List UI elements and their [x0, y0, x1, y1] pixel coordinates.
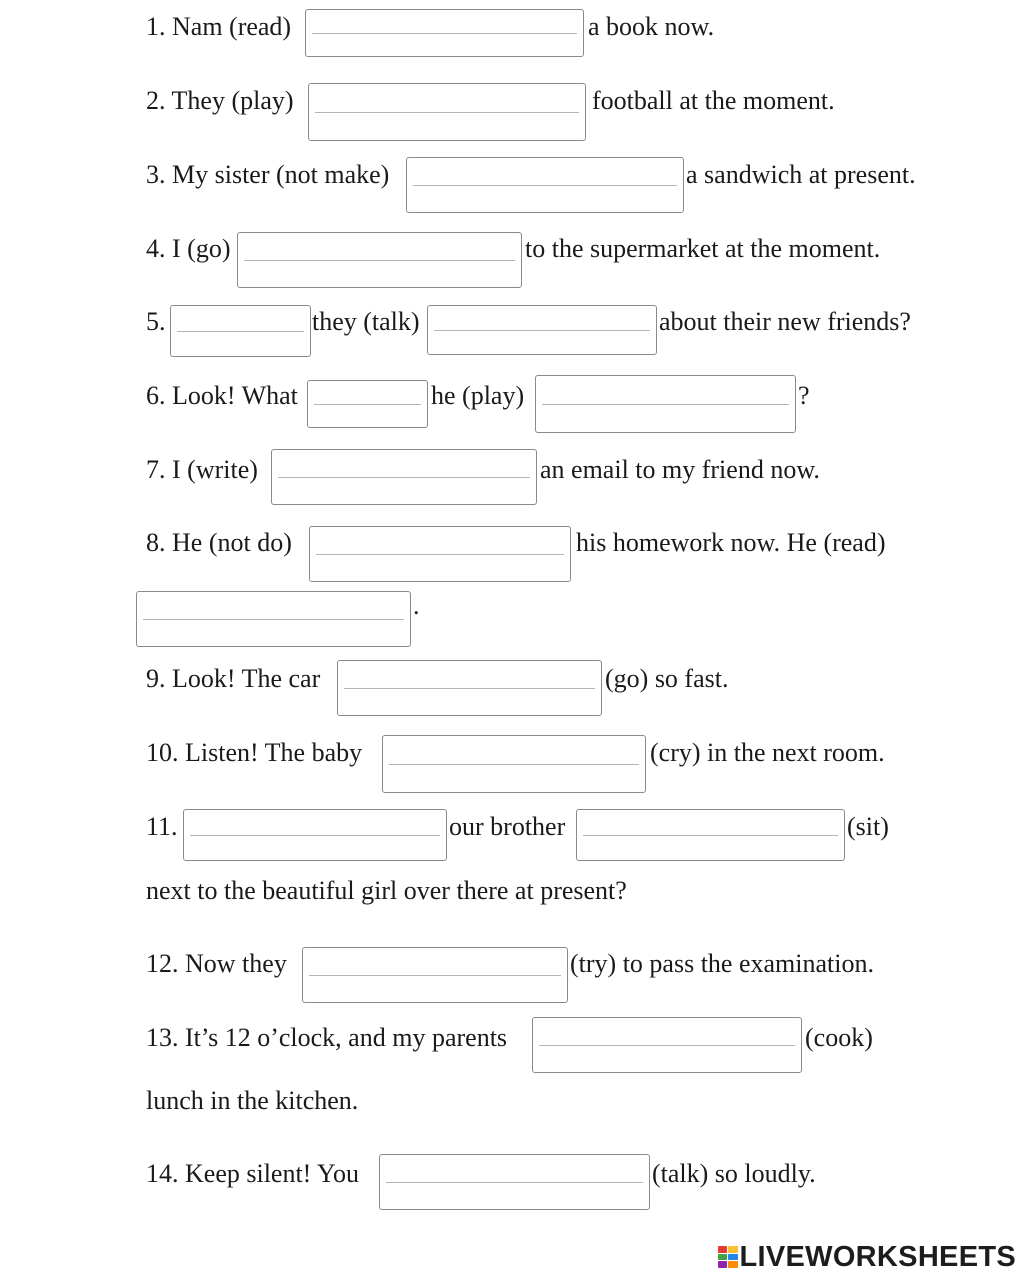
question-8-line-2 [0, 591, 1024, 651]
answer-box-13[interactable] [532, 1017, 802, 1073]
question-8-end: . [413, 591, 420, 620]
answer-box-12[interactable] [302, 947, 568, 1003]
question-9 [0, 664, 1024, 724]
question-11-end: (sit) [847, 812, 889, 841]
question-1-prompt: 1. Nam (read) [146, 12, 292, 41]
question-3-prompt: 3. My sister (not make) [146, 160, 390, 189]
question-4-prompt: 4. I (go) [146, 234, 231, 263]
question-9-continuation: (go) so fast. [605, 664, 729, 693]
question-10-continuation: (cry) in the next room. [650, 738, 885, 767]
question-11-middle: our brother [449, 812, 566, 841]
question-7-prompt: 7. I (write) [146, 455, 258, 484]
question-2 [0, 86, 1024, 146]
answer-box-10[interactable] [382, 735, 646, 793]
question-6 [0, 381, 1024, 441]
question-12-continuation: (try) to pass the examination. [570, 949, 874, 978]
question-4-continuation: to the supermarket at the moment. [525, 234, 881, 263]
answer-box-11a[interactable] [183, 809, 447, 861]
answer-box-2[interactable] [308, 83, 586, 141]
question-3 [0, 160, 1024, 220]
question-14-prompt: 14. Keep silent! You [146, 1159, 360, 1188]
answer-box-8a[interactable] [309, 526, 571, 582]
question-6-middle: he (play) [431, 381, 525, 410]
question-6-prompt: 6. Look! What [146, 381, 298, 410]
answer-box-8b[interactable] [136, 591, 411, 647]
question-5-continuation: about their new friends? [659, 307, 911, 336]
answer-box-14[interactable] [379, 1154, 650, 1210]
question-2-continuation: football at the moment. [592, 86, 835, 115]
answer-box-7[interactable] [271, 449, 537, 505]
liveworksheets-logo [718, 1240, 1017, 1274]
question-8-middle: his homework now. He (read) [576, 528, 886, 557]
question-5-number: 5. [146, 307, 166, 336]
liveworksheets-logo-text: LIVEWORKSHEETS [739, 1240, 1016, 1273]
question-11 [0, 812, 1024, 872]
answer-box-9[interactable] [337, 660, 602, 716]
answer-box-3[interactable] [406, 157, 684, 213]
question-13-line-2 [0, 1086, 1024, 1146]
question-12 [0, 949, 1024, 1009]
question-11-continuation: next to the beautiful girl over there at present? [146, 876, 627, 905]
question-8 [0, 528, 1024, 588]
question-13-end: (cook) [805, 1023, 873, 1052]
question-10-prompt: 10. Listen! The baby [146, 738, 363, 767]
question-13-prompt: 13. It’s 12 o’clock, and my parents [146, 1023, 508, 1052]
answer-box-6a[interactable] [307, 380, 428, 428]
question-5-middle: they (talk) [312, 307, 420, 336]
question-8-prompt: 8. He (not do) [146, 528, 292, 557]
question-9-prompt: 9. Look! The car [146, 664, 321, 693]
question-12-prompt: 12. Now they [146, 949, 287, 978]
answer-box-5b[interactable] [427, 305, 657, 355]
answer-box-5a[interactable] [170, 305, 311, 357]
question-4 [0, 234, 1024, 294]
question-1-continuation: a book now. [588, 12, 715, 41]
question-3-continuation: a sandwich at present. [686, 160, 916, 189]
question-14 [0, 1159, 1024, 1219]
question-7-continuation: an email to my friend now. [540, 455, 820, 484]
question-14-continuation: (talk) so loudly. [652, 1159, 816, 1188]
answer-box-4[interactable] [237, 232, 522, 288]
answer-box-6b[interactable] [535, 375, 796, 433]
question-5 [0, 307, 1024, 367]
question-13-continuation: lunch in the kitchen. [146, 1086, 359, 1115]
answer-box-1[interactable] [305, 9, 584, 57]
answer-box-11b[interactable] [576, 809, 845, 861]
question-6-end: ? [798, 381, 810, 410]
question-7 [0, 455, 1024, 515]
question-1 [0, 12, 1024, 72]
question-10 [0, 738, 1024, 798]
liveworksheets-logo-icon [718, 1246, 738, 1268]
question-2-prompt: 2. They (play) [146, 86, 294, 115]
question-11-line-2 [0, 876, 1024, 936]
question-13 [0, 1023, 1024, 1083]
question-11-number: 11. [146, 812, 178, 841]
